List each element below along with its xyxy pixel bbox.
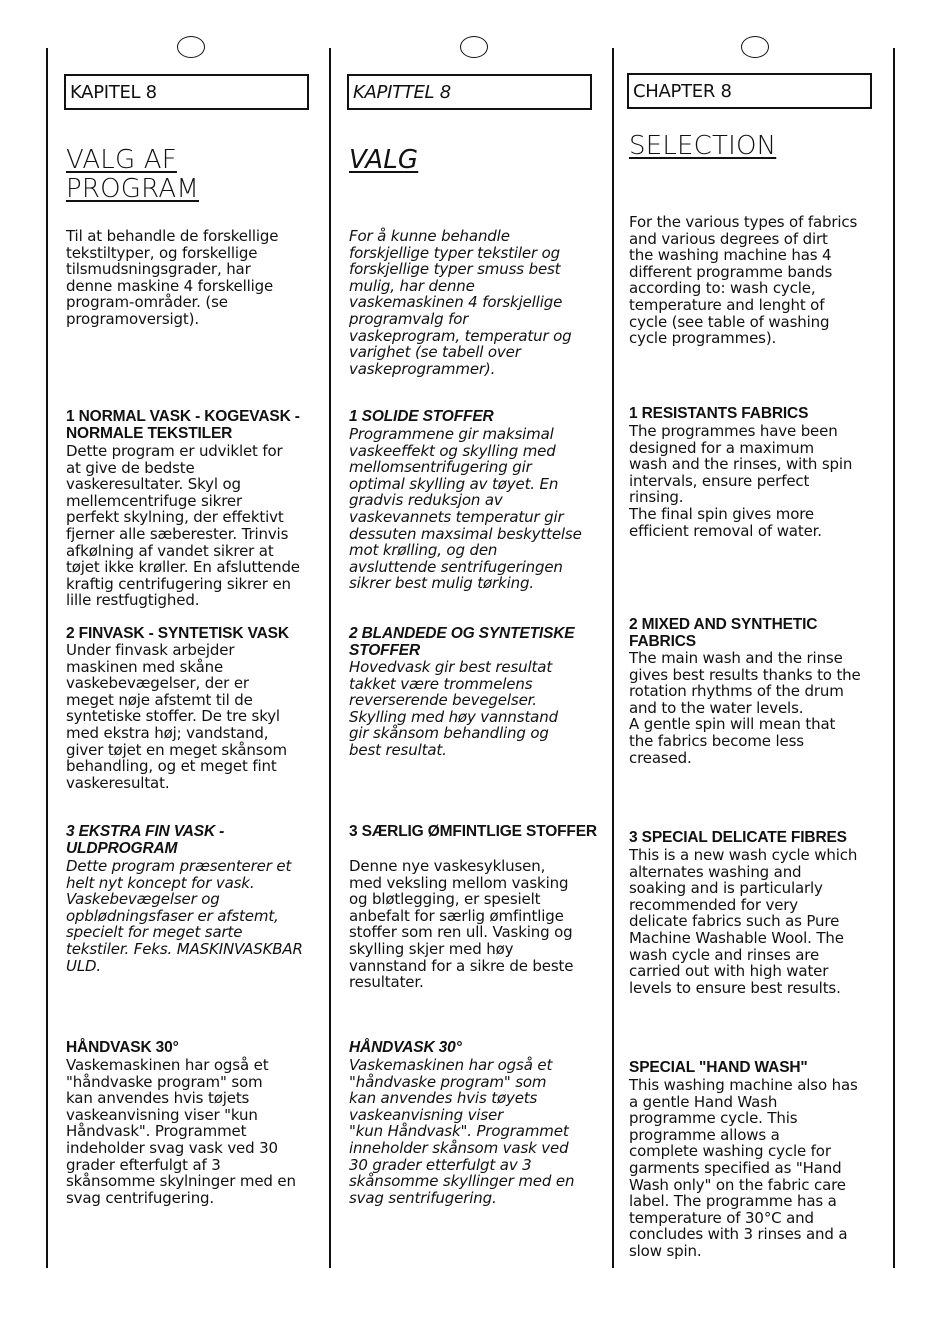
intro-text: Til at behandle de forskellige tekstiltyper, og forskellige tilsmudsningsgrader, har denne maskine 4 forskellige program-områder. (se programoversigt). — [66, 227, 279, 328]
intro-text: For the various types of fabrics and various degrees of dirt the washing machine has 4 different programme bands according to: wash cycle, temperature and lenght of cycle (see table of washing cycle programmes). — [629, 213, 858, 348]
handwash-text: Vaskemaskinen har også et "håndvaske program" som kan anvendes hvis tøjets vaskeanvisning viser "kun Håndvask". Programmet indeholder svag vask ved 30 grader efterfulgt af 3 skånsomme skylninger med en svag centrifugering. — [66, 1056, 296, 1207]
program-2-text: Under finvask arbejder maskinen med skåne vaskebevægelser, der er meget nøje afstemt til de syntetiske stoffer. De tre skyl med ekstra høj; vandstand, giver tøjet en meget skånsom behandling, og et meget fint vaskeresultat. — [66, 641, 287, 792]
program-1-text: The programmes have been designed for a maximum wash and the rinses, with spin intervals, ensure perfect rinsing. The final spin gives more efficient removal of water. — [629, 422, 853, 540]
handwash-text: This washing machine also has a gentle Hand Wash programme cycle. This programme allows a complete washing cycle for garments specified as "Hand Wash only" on the fabric care label. The programme has a temperature of 30°C and concludes with 3 rinses and a slow spin. — [629, 1076, 858, 1260]
handwash-heading: SPECIAL "HAND WASH" — [629, 1059, 808, 1076]
language-flag-oval-icon — [460, 36, 488, 58]
program-3-heading: 3 EKSTRA FIN VASK - ULDPROGRAM — [66, 823, 225, 857]
column-rule-left — [46, 48, 48, 1268]
chapter-heading: KAPITEL 8 — [64, 74, 309, 110]
program-3-text: Dette program præsenterer et helt nyt koncept for vask. Vaskebevægelser og opblødningsfaser er afstemt, specielt for meget sarte tekstiler. Feks. MASKINVASKBAR ULD. — [66, 857, 303, 975]
handwash-text: Vaskemaskinen har også et "håndvaske program" som kan anvendes hvis tøyets vaskeanvisning viser "kun Håndvask". Programmet inneholder skånsom vask ved 30 grader etterfulgt av 3 skånsomme skyllinger med en svag sentrifugering. — [349, 1056, 575, 1207]
section-title: VALG — [349, 145, 419, 175]
section-title: VALG AF PROGRAM — [66, 145, 199, 204]
handwash-heading: HÅNDVASK 30° — [66, 1039, 179, 1056]
program-1-heading: 1 SOLIDE STOFFER — [349, 408, 494, 425]
intro-text: For å kunne behandle forskjellige typer tekstiler og forskjellige typer smuss best mulig, har denne vaskemaskinen 4 forskjellige programvalg for vaskeprogram, temperatur og varighet (se tabell over vaskeprogrammer). — [349, 227, 572, 378]
language-flag-oval-icon — [741, 36, 769, 58]
column-rule-middle-right — [612, 48, 614, 1268]
column-rule-middle-left — [329, 48, 331, 1268]
section-title: SELECTION — [629, 131, 777, 161]
program-3-heading: 3 SPECIAL DELICATE FIBRES — [629, 829, 847, 846]
chapter-heading: CHAPTER 8 — [627, 73, 872, 109]
program-2-heading: 2 FINVASK - SYNTETISK VASK — [66, 625, 289, 642]
column-rule-right — [893, 48, 895, 1268]
program-2-text: The main wash and the rinse gives best results thanks to the rotation rhythms of the drum and to the water levels. A gentle spin will mean that the fabrics become less creased. — [629, 649, 861, 767]
language-flag-oval-icon — [177, 36, 205, 58]
program-2-heading: 2 MIXED AND SYNTHETIC FABRICS — [629, 616, 818, 650]
program-2-text: Hovedvask gir best resultat takket være trommelens reverserende bevegelser. Skylling med høy vannstand gir skånsom behandling og best resultat. — [349, 658, 558, 759]
program-3-text: This is a new wash cycle which alternates washing and soaking and is particularly recommended for very delicate fabrics such as Pure Machine Washable Wool. The wash cycle and rinses are carried out with high water levels to ensure best results. — [629, 846, 858, 997]
program-1-text: Dette program er udviklet for at give de bedste vaskeresultater. Skyl og mellemcentrifuge sikrer perfekt skylning, der effektivt fjerner alle sæberester. Trinvis afkølning af vandet sikrer at tøjet ikke krøller. En afsluttende kraftig centrifugering sikrer en lille restfugtighed. — [66, 442, 300, 610]
program-3-text: Denne nye vaskesyklusen, med veksling mellom vasking og bløtlegging, er spesielt anbefalt for særlig ømfintlige stoffer som ren ull. Vasking og skylling skjer med høy vannstand for a sikre de beste resultater. — [349, 857, 574, 992]
program-2-heading: 2 BLANDEDE OG SYNTETISKE STOFFER — [349, 625, 575, 659]
program-1-text: Programmene gir maksimal vaskeeffekt og skylling med mellomsentrifugering gir optimal skylling av tøyet. En gradvis reduksjon av vaskevannets temperatur gir dessuten maxsimal beskyttelse mot krølling, og den avsluttende sentrifugeringen sikrer best mulig tørking. — [349, 425, 582, 593]
program-3-heading: 3 SÆRLIG ØMFINTLIGE STOFFER — [349, 823, 597, 840]
program-1-heading: 1 RESISTANTS FABRICS — [629, 405, 809, 422]
chapter-heading: KAPITTEL 8 — [347, 74, 592, 110]
handwash-heading: HÅNDVASK 30° — [349, 1039, 462, 1056]
program-1-heading: 1 NORMAL VASK - KOGEVASK - NORMALE TEKSTILER — [66, 408, 300, 442]
